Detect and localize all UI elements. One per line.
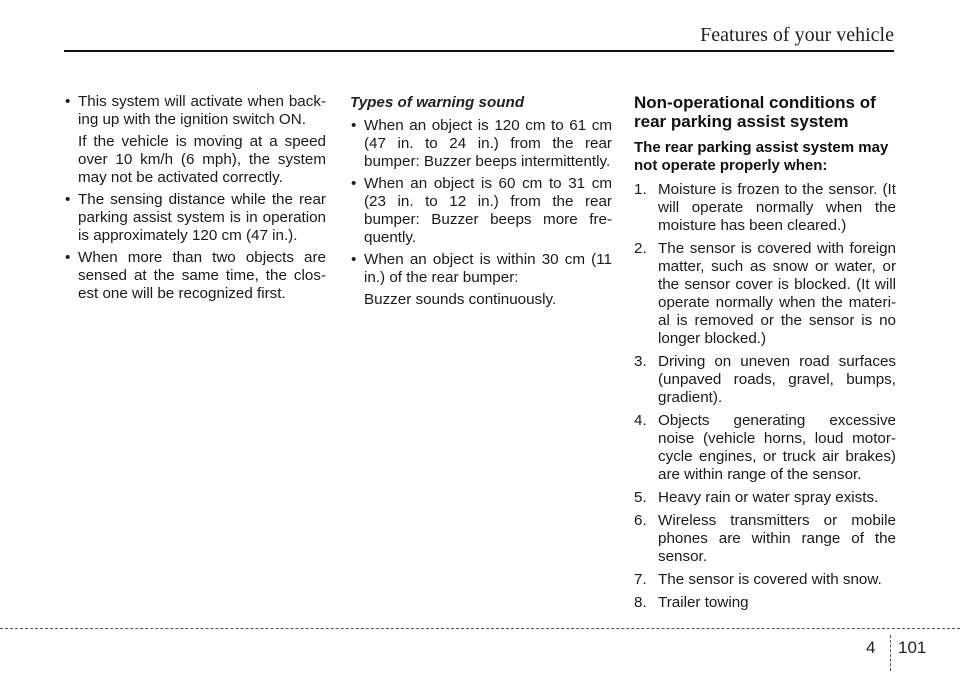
item-text: Objects generating excessive noise (vehicle horns, loud motor-cycle engines, or truck air brakes) are within range of the sensor. [658,412,896,483]
numbered-item [634,489,896,507]
column-left [64,93,326,307]
item-number: 4. [634,412,647,429]
bullet-item: • When an object is 60 cm to 31 cm (23 in. to 12 in.) from the rear bumper: Buzzer beeps more fre-quently. [350,175,612,247]
footer-rule [0,628,960,629]
item-text: The sensor is covered with snow. [658,571,882,588]
item-number: 6. [634,512,647,529]
item-text: Trailer towing [658,594,749,611]
chapter-number: 4 [866,638,876,657]
bullet-item: • This system will activate when back-ing up with the ignition switch ON. [64,93,326,129]
footer-divider [890,635,891,671]
item-number: 5. [634,489,647,506]
numbered-item [634,594,896,612]
item-text: Moisture is frozen to the sensor. (It will operate normally when the moisture has been cleared.) [658,181,896,234]
subheading: The rear parking assist system may not operate properly when: [634,139,889,174]
item-number: 3. [634,353,647,370]
numbered-item [634,512,896,566]
bullet-item: • When an object is within 30 cm (11 in.) of the rear bumper: [350,251,612,287]
item-number: 8. [634,594,647,611]
page-header-title: Features of your vehicle [700,24,894,46]
item-text: Wireless transmitters or mobile phones are within range of the sensor. [658,512,896,565]
numbered-item [634,412,896,484]
column-middle [350,93,612,313]
item-number: 2. [634,240,647,257]
item-number: 1. [634,181,647,198]
item-number: 7. [634,571,647,588]
column-right [634,93,896,617]
item-text: Driving on uneven road surfaces (unpaved roads, gravel, bumps, gradient). [658,353,896,406]
section-heading-warning-sound: Types of warning sound [350,94,525,111]
bullet-item: • When an object is 120 cm to 61 cm (47 in. to 24 in.) from the rear bumper: Buzzer beeps intermittently. [350,117,612,171]
bullet-continuation: If the vehicle is moving at a speed over 10 km/h (6 mph), the system may not be activated correctly. [78,133,326,186]
bullet-item: • The sensing distance while the rear parking assist system is in operation is approximately 120 cm (47 in.). [64,191,326,245]
numbered-item [634,353,896,407]
page-number: 101 [898,638,927,657]
numbered-item [634,240,896,348]
item-text: The sensor is covered with foreign matter, such as snow or water, or the sensor cover is blocked. (It will operate normally when the materi-al is removed or the sensor is no longer blocked.) [658,240,896,347]
header-rule [64,50,894,52]
item-text: Heavy rain or water spray exists. [658,489,879,506]
numbered-item [634,571,896,589]
section-heading-non-operational: Non-operational conditions of rear parking assist system [634,93,876,131]
bullet-continuation: Buzzer sounds continuously. [364,291,557,308]
bullet-item: • When more than two objects are sensed at the same time, the clos-est one will be recognized first. [64,249,326,303]
numbered-item [634,181,896,235]
